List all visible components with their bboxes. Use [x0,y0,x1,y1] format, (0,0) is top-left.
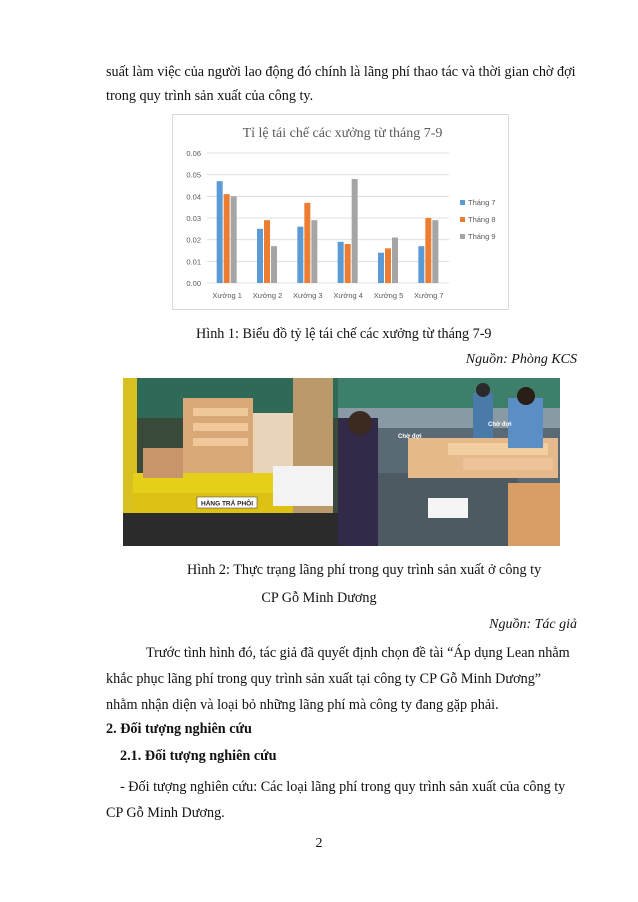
y-tick-label: 0.05 [186,170,201,180]
bar-Tháng 8-Xưởng 7 [425,218,431,283]
figure-1-source: Nguồn: Phòng KCS [465,352,577,367]
paragraph-research-object: - Đối tượng nghiên cứu: Các loại lãng phí trong quy trình sản xuất của công ty CP Gỗ Minh Dương. [106,779,566,821]
bar-Tháng 8-Xưởng 3 [304,203,310,283]
x-tick-label: Xưởng 5 [373,291,404,300]
x-tick-label: Xưởng 4 [333,291,363,300]
bar-Tháng 8-Xưởng 5 [385,248,391,283]
recycling-rate-chart [172,114,509,310]
bar-Tháng 7-Xưởng 2 [257,229,263,283]
photo-storage-shelf [123,378,338,546]
y-tick-label: 0.01 [186,257,201,267]
bar-Tháng 7-Xưởng 3 [297,227,303,283]
section-heading-2-1: 2.1. Đối tượng nghiên cứu [120,748,277,764]
paragraph-topic: Trước tình hình đó, tác giả đã quyết định chọn đề tài “Áp dụng Lean nhằm khắc phục lãng phí trong quy trình sản xuất tại công ty CP Gỗ Minh Dương” nhằm nhận diện và loại bỏ những lãng phí mà công ty đang gặp phải. [106,645,570,713]
bar-Tháng 7-Xưởng 4 [338,242,344,283]
bar-Tháng 9-Xưởng 1 [231,196,237,283]
figure-1-caption: Hình 1: Biểu đồ tỷ lệ tái chế các xưởng từ tháng 7-9 [196,326,492,342]
y-tick-label: 0.04 [186,192,201,202]
paragraph-intro: suất làm việc của người lao động đó chính là lãng phí thao tác và thời gian chờ đợi trong quy trình sản xuất của công ty. [106,64,576,104]
photo-label-2: Chờ đợi [488,422,512,428]
legend-label: Tháng 9 [468,232,496,241]
photo-sign-text: HÀNG TRẢ PHÔI [201,500,253,508]
bar-Tháng 9-Xưởng 3 [311,220,317,283]
photo-workers-image [338,378,560,546]
x-tick-label: Xưởng 1 [212,291,242,300]
bar-Tháng 7-Xưởng 7 [418,246,424,283]
bar-Tháng 9-Xưởng 4 [352,179,358,283]
bar-Tháng 8-Xưởng 1 [224,194,230,283]
legend-label: Tháng 7 [468,198,496,207]
y-tick-label: 0.03 [186,214,201,223]
figure-2-source: Nguồn: Tác giả [489,617,577,632]
chart-title: Tỉ lệ tái chế các xưởng từ tháng 7-9 [242,126,443,141]
photo-storage-shelf-image [123,378,338,546]
x-tick-label: Xưởng 7 [414,291,444,300]
bar-Tháng 8-Xưởng 4 [345,244,351,283]
figure-2-caption-line1: Hình 2: Thực trạng lãng phí trong quy trình sản xuất ở công ty [187,562,542,578]
y-tick-label: 0.06 [186,149,201,158]
chart-svg [173,115,508,309]
legend-swatch [460,200,465,205]
bar-Tháng 9-Xưởng 2 [271,246,277,283]
figure-2-caption-line2: CP Gỗ Minh Dương [261,590,377,606]
photo-workers-waiting [338,378,560,546]
bar-Tháng 7-Xưởng 1 [217,181,223,283]
x-tick-label: Xưởng 3 [293,291,323,300]
x-tick-label: Xưởng 2 [252,291,283,300]
y-tick-label: 0.00 [186,279,201,288]
bar-Tháng 8-Xưởng 2 [264,220,270,283]
photo-label-1: Chờ đợi [398,434,422,440]
legend-swatch [460,217,465,222]
bar-Tháng 7-Xưởng 5 [378,253,384,283]
bar-Tháng 9-Xưởng 7 [432,220,438,283]
legend-label: Tháng 8 [468,215,496,224]
page-number: 2 [315,836,323,851]
legend-swatch [460,234,465,239]
y-tick-label: 0.02 [186,235,201,245]
section-heading-2: 2. Đối tượng nghiên cứu [106,721,252,737]
bar-Tháng 9-Xưởng 5 [392,238,398,284]
